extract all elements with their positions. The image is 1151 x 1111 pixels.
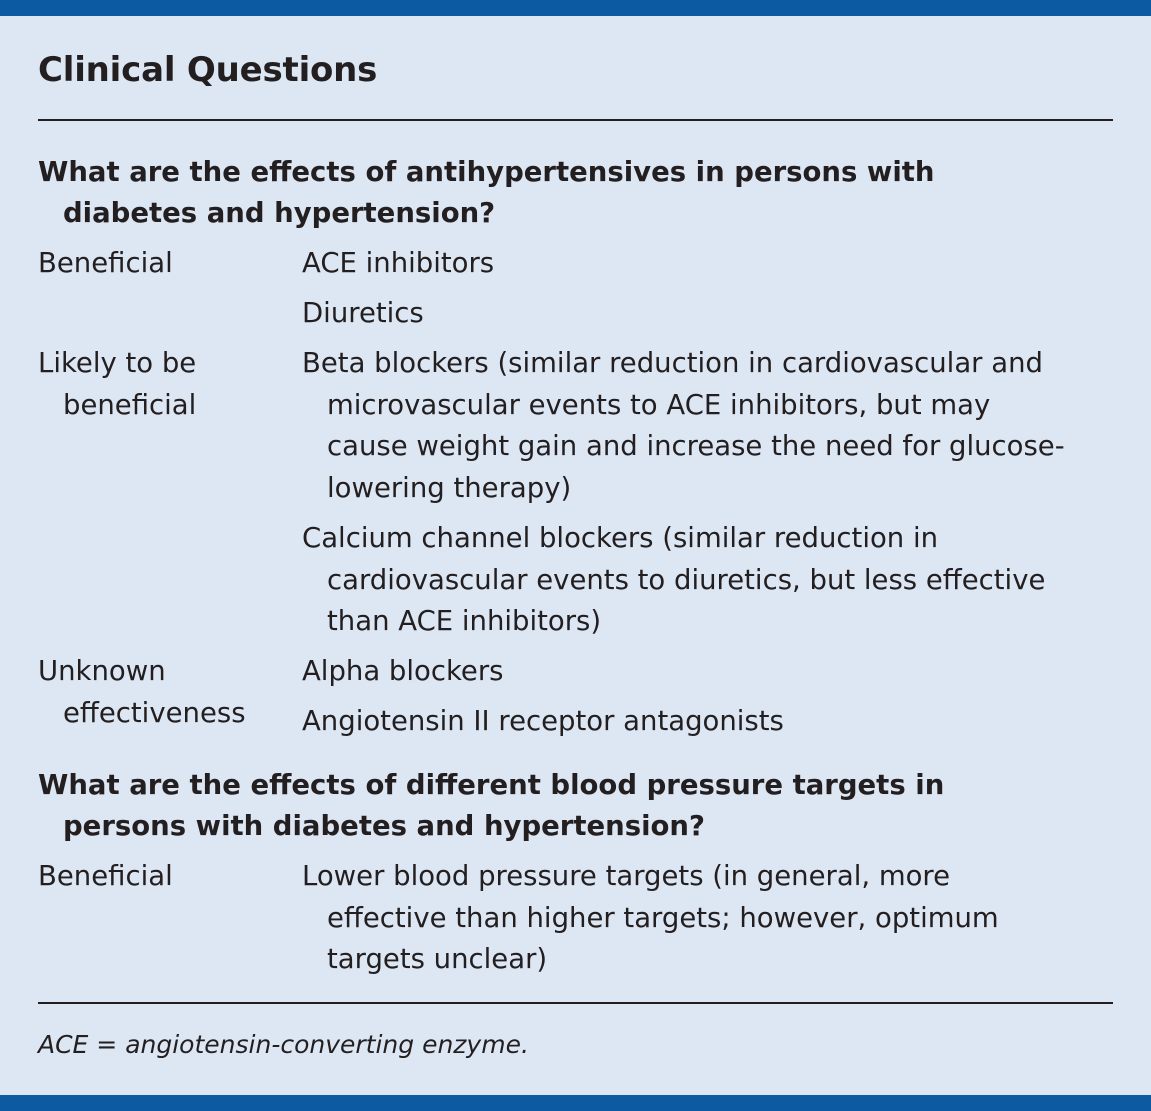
page-title: Clinical Questions	[38, 50, 378, 90]
treatment-line: Alpha blockers	[302, 655, 504, 687]
treatment-line: than ACE inhibitors)	[327, 605, 602, 637]
treatment-line: Angiotensin II receptor antagonists	[302, 705, 784, 737]
treatment-item	[302, 343, 1065, 509]
question-line: persons with diabetes and hypertension?	[63, 810, 705, 842]
treatment-item	[302, 701, 784, 743]
treatment-line: Calcium channel blockers (similar reduction in	[302, 522, 939, 554]
treatment-line: ACE inhibitors	[302, 247, 495, 279]
treatment-line: microvascular events to ACE inhibitors, but may	[327, 388, 991, 421]
category-label-likely-beneficial	[38, 343, 196, 426]
category-label-unknown-effectiveness	[38, 651, 246, 734]
category-label-line: Unknown	[38, 655, 166, 687]
category-label-line: Beneficial	[38, 860, 173, 892]
category-label-line: beneficial	[63, 388, 197, 421]
category-label-line: Beneficial	[38, 247, 173, 279]
question-line: What are the effects of antihypertensives in persons with	[38, 156, 935, 188]
treatment-item	[302, 518, 1045, 643]
category-label-line: effectiveness	[63, 696, 246, 729]
treatment-item	[302, 293, 424, 335]
treatment-line: targets unclear)	[327, 943, 548, 975]
treatment-line: Beta blockers (similar reduction in cardiovascular and	[302, 347, 1043, 379]
treatment-line: lowering therapy)	[327, 471, 572, 504]
bottom-divider	[38, 1002, 1113, 1004]
treatment-line: Lower blood pressure targets (in general, more	[302, 860, 951, 892]
treatment-line: cardiovascular events to diuretics, but less effective	[327, 563, 1046, 596]
footnote: ACE = angiotensin-converting enzyme.	[38, 1030, 529, 1059]
category-label-line: Likely to be	[38, 347, 197, 379]
treatment-line: effective than higher targets; however, optimum	[327, 901, 999, 934]
treatment-item	[302, 856, 999, 981]
treatment-line: cause weight gain and increase the need for glucose-	[327, 430, 1065, 462]
treatment-line: Diuretics	[302, 297, 424, 329]
question-line: What are the effects of different blood pressure targets in	[38, 769, 945, 801]
question-bp-targets	[38, 765, 944, 847]
question-antihypertensives	[38, 152, 935, 234]
top-divider	[38, 119, 1113, 121]
category-label-beneficial	[38, 243, 173, 285]
treatment-item	[302, 651, 503, 693]
treatment-item	[302, 243, 494, 285]
category-label-beneficial	[38, 856, 173, 898]
question-line: diabetes and hypertension?	[63, 197, 496, 229]
